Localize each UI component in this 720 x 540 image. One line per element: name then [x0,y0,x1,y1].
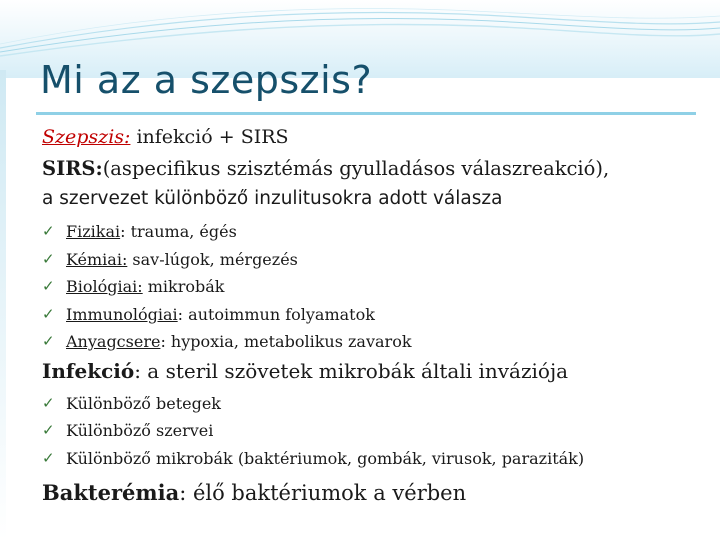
bacteremia-term: Bakterémia [42,480,180,505]
list-item [42,328,712,356]
list-item [42,390,712,418]
insult-term: Anyagcsere [66,332,161,351]
checkmark-icon: ✓ [42,249,55,268]
sepsis-text: infekció + SIRS [136,126,289,148]
sepsis-definition [42,128,712,147]
infection-term: Infekció [42,358,135,383]
list-item [42,301,712,329]
insult-text: : autoimmun folyamatok [177,304,375,324]
checkmark-icon: ✓ [42,222,55,240]
sirs-term: SIRS: [42,157,103,180]
insult-term: Fizikai [66,222,121,241]
list-item [42,273,712,301]
title-divider [36,112,696,115]
checkmark-icon: ✓ [42,448,55,467]
checkmark-icon: ✓ [42,393,55,412]
checkmark-icon: ✓ [42,277,55,295]
insult-text: : trauma, égés [120,222,237,241]
sirs-definition [42,159,712,179]
insult-text: mikrobák [142,277,225,296]
insult-text: : hypoxia, metabolikus zavarok [160,332,412,351]
infection-item: Különböző szervei [66,421,214,440]
left-accent-bar [0,70,6,540]
insult-list [42,218,712,356]
bacteremia-text: : élő baktériumok a vérben [179,481,467,505]
sirs-explanation: a szervezet különböző inzulitusokra adott válasza [42,187,503,209]
list-item [42,445,712,473]
infection-list [42,390,712,473]
sepsis-term: Szepszis: [42,126,131,148]
sirs-text: (aspecifikus szisztémás gyulladásos válaszreakció), [102,157,610,180]
checkmark-icon: ✓ [42,421,55,439]
insult-term: Kémiai: [66,249,128,269]
insult-term: Biológiai: [66,277,143,296]
insult-term: Immunológiai [66,304,178,324]
infection-item: Különböző mikrobák (baktériumok, gombák, virusok, paraziták) [66,448,585,468]
list-item [42,246,712,274]
checkmark-icon: ✓ [42,332,55,350]
list-item [42,218,712,246]
slide-body [42,128,712,504]
slide-title: Mi az a szepszis? [40,58,373,102]
infection-text: : a steril szövetek mikrobák általi inváziója [134,358,569,383]
infection-item: Különböző betegek [66,393,221,413]
infection-definition [42,358,712,383]
insult-text: sav-lúgok, mérgezés [127,249,298,269]
bacteremia-definition [42,482,712,504]
list-item [42,417,712,445]
checkmark-icon: ✓ [42,304,55,323]
